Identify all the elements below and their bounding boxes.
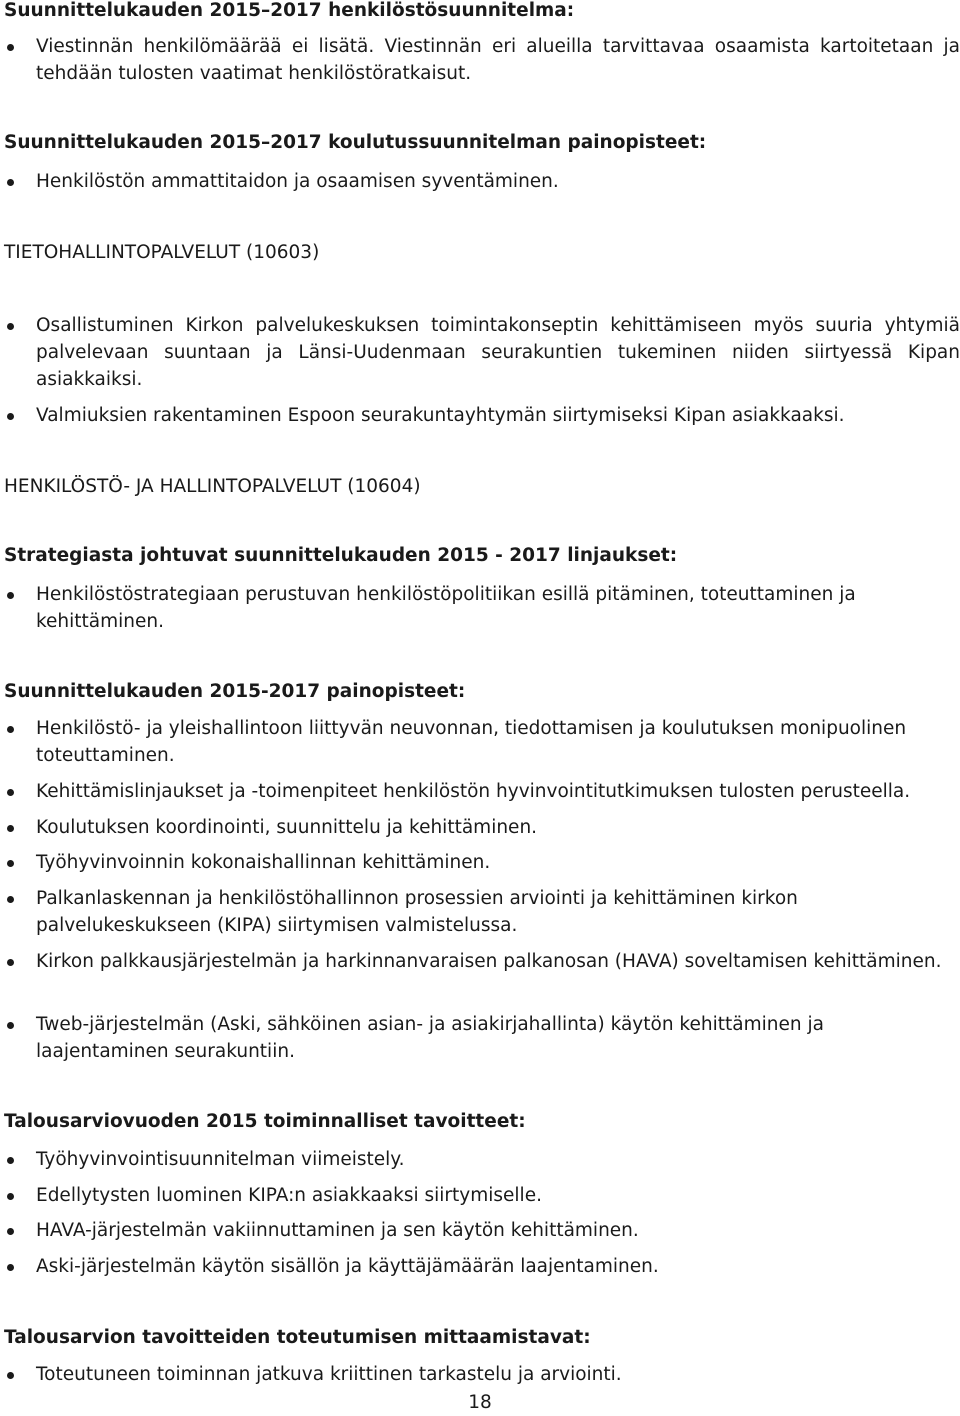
bullet-icon <box>7 592 14 599</box>
bullet-icon <box>7 789 14 796</box>
bullet-icon <box>7 726 14 733</box>
list-item-text: Koulutuksen koordinointi, suunnittelu ja kehittäminen. <box>36 817 538 838</box>
bullet-icon <box>7 413 14 420</box>
bullet-icon <box>7 896 14 903</box>
list-item-text: HAVA-järjestelmän vakiinnuttaminen ja sen käytön kehittäminen. <box>36 1220 639 1241</box>
page-number: 18 <box>468 1392 492 1413</box>
section-heading-koulutussuunnitelma: Suunnittelukauden 2015–2017 koulutussuunnitelman painopisteet: <box>4 132 707 153</box>
list-item-text: Edellytysten luominen KIPA:n asiakkaaksi siirtymiselle. <box>36 1185 542 1206</box>
bullet-icon <box>7 1022 14 1029</box>
list-item-text: Kehittämislinjaukset ja -toimenpiteet henkilöstön hyvinvointitutkimuksen tulosten perusteella. <box>36 781 911 802</box>
list-item-text: Palkanlaskennan ja henkilöstöhallinnon prosessien arviointi ja kehittäminen kirkon palvelukeskukseen (KIPA) siirtymisen valmistelussa. <box>36 888 798 936</box>
list-item-text: Valmiuksien rakentaminen Espoon seurakuntayhtymän siirtymiseksi Kipan asiakkaaksi. <box>36 405 845 426</box>
bullet-icon <box>7 1264 14 1271</box>
bullet-icon <box>7 323 14 330</box>
bullet-icon <box>7 1157 14 1164</box>
list-item-text: Henkilöstön ammattitaidon ja osaamisen syventäminen. <box>36 171 559 192</box>
list-item-text: Toteutuneen toiminnan jatkuva kriittinen tarkastelu ja arviointi. <box>36 1364 622 1385</box>
section-heading-painopisteet: Suunnittelukauden 2015-2017 painopisteet: <box>4 681 466 702</box>
bullet-icon <box>7 1193 14 1200</box>
bullet-icon <box>7 825 14 832</box>
bullet-icon <box>7 179 14 186</box>
unit-title-tietohallintopalvelut: TIETOHALLINTOPALVELUT (10603) <box>4 242 320 263</box>
section-heading-linjaukset: Strategiasta johtuvat suunnittelukauden 2015 - 2017 linjaukset: <box>4 545 678 566</box>
bullet-icon <box>7 44 14 51</box>
unit-title-henkilosto-ja-hallintopalvelut: HENKILÖSTÖ- JA HALLINTOPALVELUT (10604) <box>4 476 421 497</box>
bullet-icon <box>7 1372 14 1379</box>
list-item-text: Työhyvinvoinnin kokonaishallinnan kehittäminen. <box>36 852 491 873</box>
list-item-text: Työhyvinvointisuunnitelman viimeistely. <box>36 1149 405 1170</box>
list-item-text: Aski-järjestelmän käytön sisällön ja käyttäjämäärän laajentaminen. <box>36 1256 659 1277</box>
list-item-text: Osallistuminen Kirkon palvelukeskuksen toimintakonseptin kehittämiseen myös suuria yhtymiä palvelevaan suuntaan ja Länsi-Uudenmaan seurakuntien tukeminen niiden siirtyessä Kipan asiakkaiksi. <box>36 315 960 390</box>
list-item-text: Tweb-järjestelmän (Aski, sähköinen asian- ja asiakirjahallinta) käytön kehittäminen ja laajentaminen seurakuntiin. <box>36 1014 824 1062</box>
section-heading-mittaamistavat: Talousarvion tavoitteiden toteutumisen mittaamistavat: <box>4 1327 591 1348</box>
list-item-text: Henkilöstöstrategiaan perustuvan henkilöstöpolitiikan esillä pitäminen, toteuttaminen ja kehittäminen. <box>36 584 856 632</box>
list-item-text: Viestinnän henkilömäärää ei lisätä. Viestinnän eri alueilla tarvittavaa osaamista kartoitetaan ja tehdään tulosten vaatimat henkilöstöratkaisut. <box>36 36 960 84</box>
bullet-icon <box>7 860 14 867</box>
list-item-text: Kirkon palkkausjärjestelmän ja harkinnanvaraisen palkanosan (HAVA) soveltamisen kehittäminen. <box>36 951 942 972</box>
list-item-text: Henkilöstö- ja yleishallintoon liittyvän neuvonnan, tiedottamisen ja koulutuksen monipuolinen toteuttaminen. <box>36 718 907 766</box>
section-heading-toiminnalliset-tavoitteet: Talousarviovuoden 2015 toiminnalliset tavoitteet: <box>4 1111 526 1132</box>
section-heading-henkilostosuunnitelma: Suunnittelukauden 2015–2017 henkilöstösuunnitelma: <box>4 0 575 21</box>
bullet-icon <box>7 1228 14 1235</box>
bullet-icon <box>7 959 14 966</box>
